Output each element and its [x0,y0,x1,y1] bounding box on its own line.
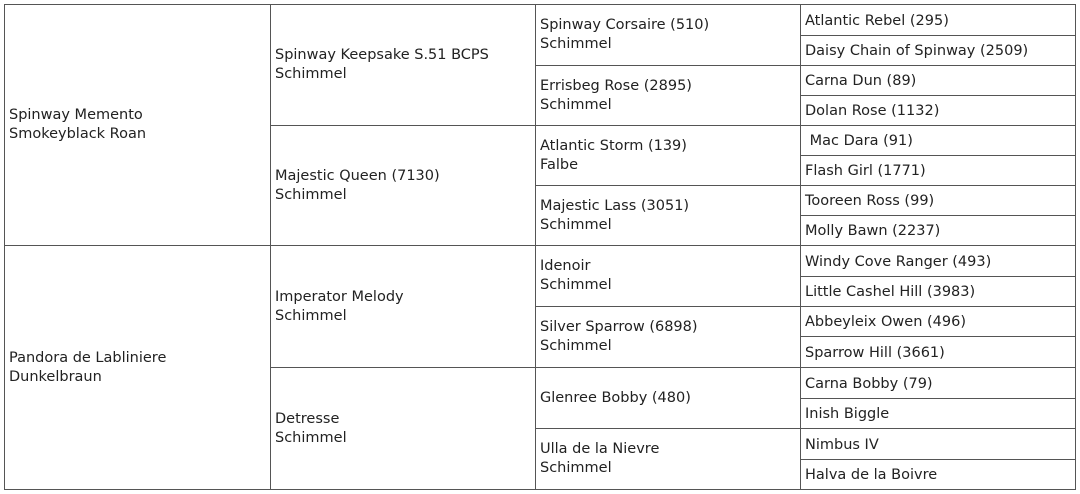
pedigree-cell-gen4 [800,125,1076,156]
horse-name: Imperator Melody [275,288,404,305]
pedigree-cell-gen2 [270,4,536,126]
horse-name: Daisy Chain of Spinway (2509) [805,43,1029,59]
horse-name: Spinway Keepsake S.51 BCPS [275,47,489,63]
pedigree-cell-gen4 [800,428,1076,460]
horse-name: Flash Girl (1771) [805,163,926,179]
horse-name: Windy Cove Ranger (493) [805,253,992,270]
horse-name: Majestic Lass (3051) [540,197,690,214]
horse-name: Errisbeg Rose (2895) [540,77,692,94]
pedigree-cell-gen4 [800,336,1076,368]
pedigree-cell-gen3 [535,4,801,66]
horse-color: Schimmel [540,216,612,233]
pedigree-cell-gen3 [535,306,801,368]
horse-color: Schimmel [540,96,612,113]
pedigree-cell-gen2 [270,245,536,368]
pedigree-cell-gen3 [535,65,801,126]
pedigree-cell-gen4 [800,185,1076,216]
horse-name: Nimbus IV [805,436,879,453]
horse-color: Schimmel [275,429,347,446]
horse-name: Spinway Corsaire (510) [540,17,710,33]
horse-name: Majestic Queen (7130) [275,167,440,184]
horse-color: Falbe [540,156,579,173]
horse-name: Tooreen Ross (99) [805,193,935,209]
pedigree-cell-gen4 [800,35,1076,66]
horse-name: Carna Dun (89) [805,73,917,89]
pedigree-cell-gen3 [535,125,801,186]
pedigree-cell-gen3 [535,367,801,429]
horse-color: Schimmel [540,460,612,476]
pedigree-cell-gen4 [800,306,1076,337]
horse-name: Pandora de Labliniere [9,349,167,366]
horse-color: Schimmel [540,36,612,52]
pedigree-cell-gen4 [800,215,1076,246]
pedigree-cell-gen1-dam [4,245,271,490]
horse-color: Schimmel [540,277,612,293]
horse-name: Glenree Bobby (480) [540,389,691,406]
horse-name: Sparrow Hill (3661) [805,344,945,361]
horse-name: Inish Biggle [805,406,890,422]
horse-color: Dunkelbraun [9,368,102,385]
horse-name: Dolan Rose (1132) [805,103,940,119]
pedigree-cell-gen4 [800,155,1076,186]
pedigree-cell-gen1-sire [4,4,271,246]
pedigree-cell-gen2 [270,125,536,246]
pedigree-cell-gen3 [535,428,801,490]
horse-name: Atlantic Storm (139) [540,137,687,154]
horse-name: Little Cashel Hill (3983) [805,284,976,300]
horse-name: Atlantic Rebel (295) [805,12,949,29]
horse-color: Schimmel [540,338,612,354]
horse-name: Mac Dara (91) [805,133,913,149]
pedigree-cell-gen4 [800,398,1076,429]
pedigree-cell-gen4 [800,65,1076,96]
horse-name: Silver Sparrow (6898) [540,319,698,335]
horse-name: Ulla de la Nievre [540,441,660,457]
horse-name: Carna Bobby (79) [805,375,933,392]
pedigree-cell-gen4 [800,459,1076,490]
pedigree-cell-gen3 [535,185,801,246]
horse-name: Spinway Memento [9,107,143,123]
horse-name: Idenoir [540,258,591,274]
pedigree-cell-gen4 [800,4,1076,36]
pedigree-cell-gen4 [800,367,1076,399]
horse-color: Schimmel [275,186,347,203]
horse-name: Abbeyleix Owen (496) [805,314,966,330]
horse-color: Schimmel [275,307,347,324]
horse-color: Schimmel [275,66,347,82]
pedigree-cell-gen4 [800,95,1076,126]
horse-color: Smokeyblack Roan [9,126,147,142]
pedigree-cell-gen4 [800,276,1076,307]
pedigree-cell-gen3 [535,245,801,307]
horse-name: Detresse [275,410,340,427]
horse-name: Molly Bawn (2237) [805,223,941,239]
horse-name: Halva de la Boivre [805,467,938,483]
pedigree-cell-gen4 [800,245,1076,277]
pedigree-cell-gen2 [270,367,536,490]
